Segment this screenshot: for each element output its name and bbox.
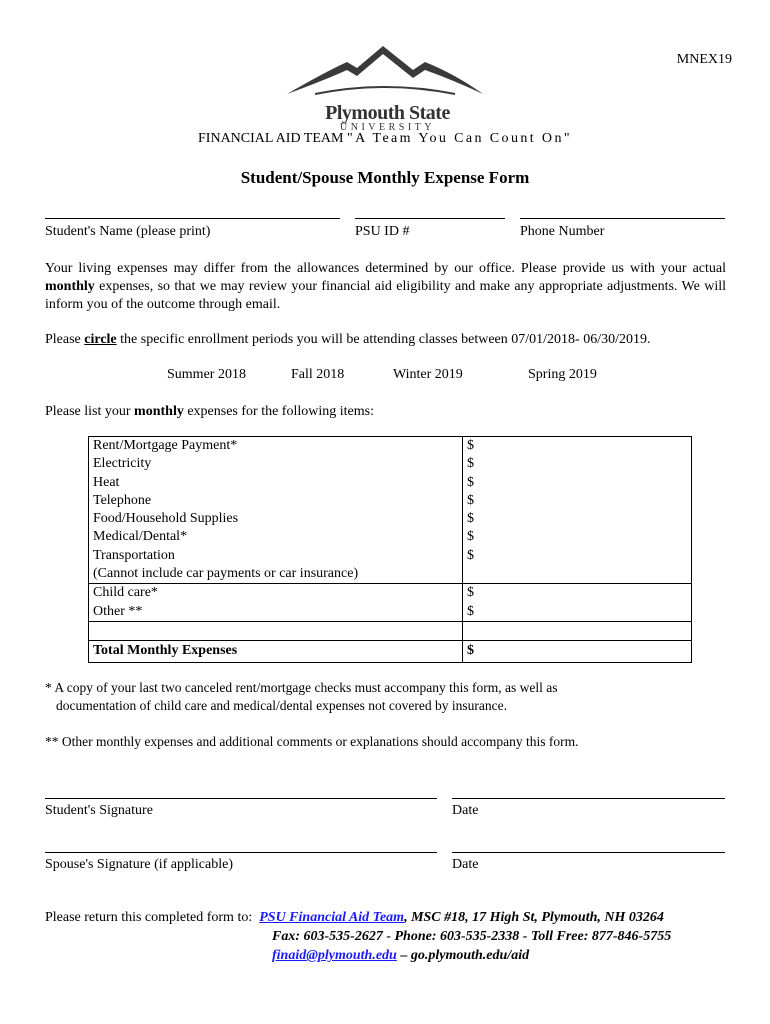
return-instructions: Please return this completed form to: PSU Financial Aid Team, MSC #18, 17 High St, Plymouth, NH 03264 Fax: 603-535-2627 - Phone: 603-535-2338 - Toll Free: 877-846-5755 finaid@plymouth.edu – go.plymouth.edu/aid [45, 910, 672, 963]
expense-label: Telephone [93, 492, 152, 508]
financial-aid-team-link[interactable]: PSU Financial Aid Team [259, 910, 405, 925]
expense-label: Electricity [93, 456, 152, 472]
blank-amount-cell[interactable] [463, 621, 692, 640]
amount-field[interactable]: $ [467, 456, 474, 472]
period-summer[interactable]: Summer 2018 [167, 367, 246, 382]
spouse-signature-field[interactable] [45, 852, 437, 853]
intro-paragraph: Your living expenses may differ from the allowances determined by our office. Please provide us with your actual monthly expenses, so that we may review your financial aid eligibility and make any appropriate adjustments. We will inform you of the outcome through email. [45, 261, 726, 312]
spouse-signature-label: Spouse's Signature (if applicable) [45, 857, 233, 872]
student-signature-label: Student's Signature [45, 803, 153, 818]
student-date-label: Date [452, 803, 479, 818]
list-prompt: Please list your monthly expenses for the following items: [45, 404, 374, 419]
expense-label: Heat [93, 474, 120, 490]
period-spring[interactable]: Spring 2019 [528, 367, 597, 382]
amount-field[interactable]: $ [467, 511, 474, 527]
expense-label: Rent/Mortgage Payment* [93, 438, 238, 453]
blank-cell [89, 621, 463, 640]
amount-field[interactable]: $ [467, 474, 474, 490]
period-winter[interactable]: Winter 2019 [393, 367, 463, 382]
phone-label: Phone Number [520, 224, 605, 239]
expense-label: Other ** [93, 603, 143, 619]
spouse-date-field[interactable] [452, 852, 725, 853]
form-code: MNEX19 [676, 52, 732, 67]
tagline-team: FINANCIAL AID TEAM [198, 131, 344, 146]
expense-label: Food/Household Supplies [93, 511, 239, 527]
amount-field[interactable]: $ [467, 492, 474, 508]
total-label: Total Monthly Expenses [89, 641, 463, 662]
total-row [89, 641, 692, 662]
phone-field[interactable] [520, 218, 725, 219]
contact-numbers: Fax: 603-535-2627 - Phone: 603-535-2338 - Toll Free: 877-846-5755 [272, 929, 672, 944]
student-signature-field[interactable] [45, 798, 437, 799]
expense-amounts-group1[interactable] [463, 437, 692, 584]
logo-name: Plymouth State [325, 102, 450, 124]
amount-field[interactable]: $ [467, 529, 474, 545]
transport-note: (Cannot include car payments or car insurance) [93, 566, 359, 582]
total-amount-field[interactable]: $ [463, 641, 692, 662]
amount-field[interactable]: $ [467, 547, 474, 563]
expense-labels-group1 [89, 437, 463, 584]
table-row [89, 621, 692, 640]
psu-id-label: PSU ID # [355, 224, 410, 239]
email-link[interactable]: finaid@plymouth.edu [272, 948, 397, 963]
table-row [89, 584, 692, 622]
expense-label: Child care* [93, 585, 158, 601]
expense-label: Transportation [93, 547, 175, 563]
mountain-logo-icon [285, 44, 485, 104]
note-2: ** Other monthly expenses and additional comments or explanations should accompany this form. [45, 734, 579, 749]
note-1: * A copy of your last two canceled rent/mortgage checks must accompany this form, as well as documentation of child care and medical/dental expenses not covered by insurance. [45, 680, 558, 713]
circle-instruction: Please circle the specific enrollment periods you will be attending classes between 07/01/2018- 06/30/2019. [45, 332, 651, 347]
table-row [89, 437, 692, 584]
psu-id-field[interactable] [355, 218, 505, 219]
amount-field[interactable]: $ [467, 585, 474, 601]
expense-label: Medical/Dental* [93, 529, 188, 545]
period-fall[interactable]: Fall 2018 [291, 367, 345, 382]
tagline-motto: "A Team You Can Count On" [346, 131, 572, 146]
student-date-field[interactable] [452, 798, 725, 799]
amount-field[interactable]: $ [467, 438, 474, 453]
tagline [0, 131, 770, 147]
expense-labels-group2 [89, 584, 463, 622]
spouse-date-label: Date [452, 857, 479, 872]
expense-table [88, 436, 692, 663]
expense-amounts-group2[interactable] [463, 584, 692, 622]
page-title: Student/Spouse Monthly Expense Form [240, 168, 530, 187]
website-text: – go.plymouth.edu/aid [396, 948, 530, 963]
logo-subtitle: UNIVERSITY [340, 122, 435, 133]
student-name-label: Student's Name (please print) [45, 224, 211, 239]
university-logo [285, 44, 485, 134]
student-name-field[interactable] [45, 218, 340, 219]
amount-field[interactable]: $ [467, 603, 474, 619]
